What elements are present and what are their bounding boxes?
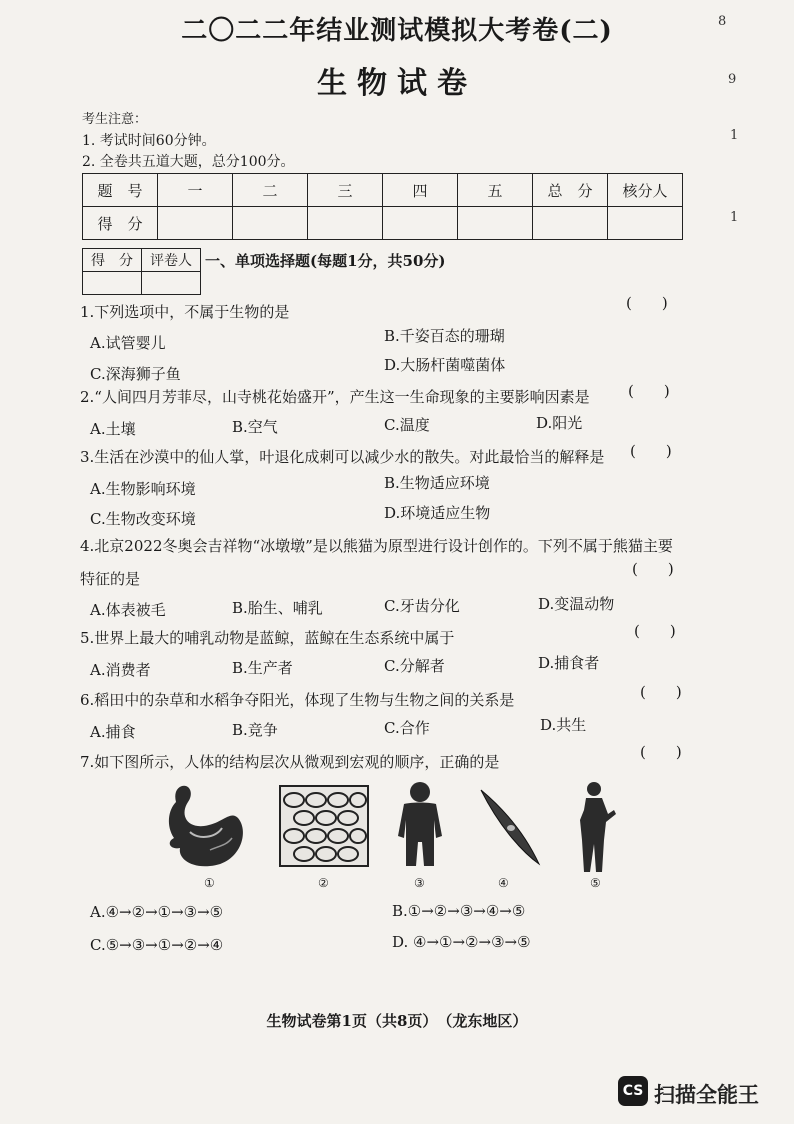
option: A.土壤	[90, 420, 136, 438]
grader-name-label: 评卷人	[142, 249, 201, 272]
option: D. ④→①→②→③→⑤	[392, 933, 531, 951]
score-header: 二	[233, 174, 308, 207]
body-system-figure	[390, 780, 450, 872]
score-cell	[383, 207, 458, 240]
option: C.深海狮子鱼	[90, 365, 181, 383]
score-header: 三	[308, 174, 383, 207]
stomach-organ-figure	[160, 780, 252, 872]
cell-figure	[475, 780, 545, 872]
option: C.温度	[384, 416, 430, 434]
option: A.消费者	[90, 661, 151, 679]
answer-paren: ( )	[632, 560, 674, 578]
score-cell	[308, 207, 383, 240]
option: D.阳光	[536, 414, 583, 432]
option: C.生物改变环境	[90, 510, 196, 528]
option: B.竞争	[232, 721, 278, 739]
grader-cell	[142, 272, 201, 295]
figure-label: ②	[318, 876, 329, 890]
score-table	[82, 173, 683, 240]
question-stem: 5.世界上最大的哺乳动物是蓝鲸，蓝鲸在生态系统中属于	[80, 629, 455, 647]
margin-mark: 1	[730, 128, 739, 143]
option: D.大肠杆菌噬菌体	[384, 356, 506, 374]
camscanner-watermark: 扫描全能王	[654, 1083, 759, 1107]
option: A.体表被毛	[90, 601, 166, 619]
question-stem: 7.如下图所示，人体的结构层次从微观到宏观的顺序，正确的是	[80, 753, 500, 771]
figure-label: ⑤	[590, 876, 601, 890]
section-heading: 一、单项选择题(每题1分，共50分)	[205, 252, 446, 270]
score-header: 四	[383, 174, 458, 207]
margin-mark: 9	[728, 72, 737, 87]
option: A.生物影响环境	[90, 480, 196, 498]
answer-paren: ( )	[640, 743, 682, 761]
score-header: 五	[458, 174, 533, 207]
human-body-figure	[568, 780, 628, 876]
question-stem-cont: 特征的是	[80, 570, 141, 588]
structure-figures	[160, 780, 640, 895]
margin-mark: 1	[730, 210, 739, 225]
option: A.试管婴儿	[90, 334, 166, 352]
score-cell	[233, 207, 308, 240]
option: C.⑤→③→①→②→④	[90, 936, 224, 954]
grader-cell	[83, 272, 142, 295]
answer-paren: ( )	[626, 294, 668, 312]
question-stem: 1.下列选项中，不属于生物的是	[80, 303, 290, 321]
score-cell	[458, 207, 533, 240]
grader-score-label: 得 分	[83, 249, 142, 272]
question-stem: 6.稻田中的杂草和水稻争夺阳光，体现了生物与生物之间的关系是	[80, 691, 515, 709]
notice-item: 1. 考试时间60分钟。	[82, 133, 216, 149]
page-footer: 生物试卷第1页（共8页） （龙东地区）	[266, 1012, 528, 1030]
subject-title: 生物试卷	[317, 66, 477, 101]
option: D.捕食者	[538, 654, 600, 672]
score-header: 题 号	[83, 174, 158, 207]
option: B.生物适应环境	[384, 474, 490, 492]
option: B.千姿百态的珊瑚	[384, 327, 505, 345]
notice-heading: 考生注意：	[82, 112, 148, 127]
option: A.④→②→①→③→⑤	[90, 903, 224, 921]
question-stem: 3.生活在沙漠中的仙人掌，叶退化成刺可以减少水的散失。对此最恰当的解释是	[80, 448, 605, 466]
option: C.合作	[384, 719, 430, 737]
answer-paren: ( )	[634, 622, 676, 640]
grader-table	[82, 248, 201, 295]
answer-paren: ( )	[630, 442, 672, 460]
score-header: 总 分	[533, 174, 608, 207]
score-row-label: 得 分	[83, 207, 158, 240]
margin-mark: 8	[718, 14, 727, 29]
option: B.生产者	[232, 659, 293, 677]
exam-title: 二〇二二年结业测试模拟大考卷(二)	[181, 16, 613, 46]
answer-paren: ( )	[628, 382, 670, 400]
figure-label: ①	[204, 876, 215, 890]
question-stem: 2.“人间四月芳菲尽，山寺桃花始盛开”，产生这一生命现象的主要影响因素是	[80, 388, 590, 406]
score-header: 核分人	[608, 174, 683, 207]
question-stem: 4.北京2022冬奥会吉祥物“冰墩墩”是以熊猫为原型进行设计创作的。下列不属于熊猫主要	[80, 537, 673, 555]
option: B.空气	[232, 418, 278, 436]
answer-paren: ( )	[640, 683, 682, 701]
score-cell	[608, 207, 683, 240]
score-cell	[533, 207, 608, 240]
option: C.牙齿分化	[384, 597, 460, 615]
score-cell	[158, 207, 233, 240]
tissue-figure	[278, 780, 370, 872]
option: B.胎生、哺乳	[232, 599, 323, 617]
figure-label: ④	[498, 876, 509, 890]
notice-item: 2. 全卷共五道大题，总分100分。	[82, 154, 295, 170]
option: D.变温动物	[538, 595, 615, 613]
option: D.共生	[540, 716, 587, 734]
option: B.①→②→③→④→⑤	[392, 902, 526, 920]
option: D.环境适应生物	[384, 504, 491, 522]
figure-label: ③	[414, 876, 425, 890]
option: C.分解者	[384, 657, 445, 675]
score-header: 一	[158, 174, 233, 207]
option: A.捕食	[90, 723, 136, 741]
camscanner-logo: CS	[618, 1076, 648, 1106]
